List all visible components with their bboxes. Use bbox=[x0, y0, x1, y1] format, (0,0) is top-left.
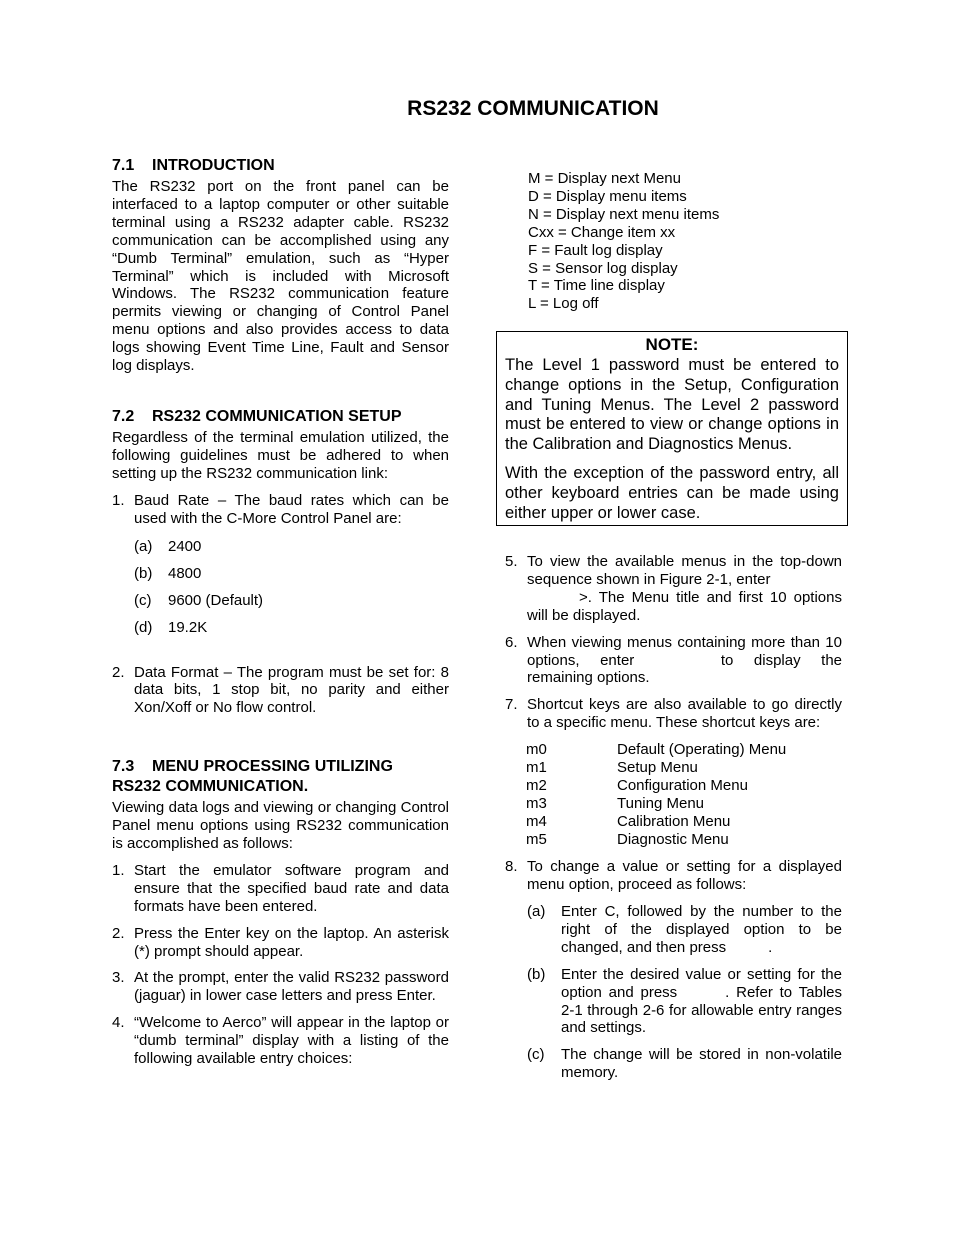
list-item: N = Display next menu items bbox=[528, 205, 720, 223]
note-box bbox=[496, 331, 848, 526]
section-7-3-heading: 7.3 MENU PROCESSING UTILIZING RS232 COMMUNICATION. bbox=[112, 758, 393, 796]
list-item: 1. Start the emulator software program and ensure that the specified baud rate and data formats have been entered. bbox=[112, 861, 449, 915]
list-item: (c) 9600 (Default) bbox=[134, 591, 264, 609]
list-item: (a) 2400 bbox=[134, 537, 202, 555]
note-paragraph: The Level 1 password must be entered to change options in the Setup, Configuration and Tuning Menus. The Level 2 password must be entered to view or change options in the Calibration and Diagnostics Menus. bbox=[505, 356, 839, 454]
list-item: T = Time line display bbox=[528, 277, 665, 295]
list-item: (b) 4800 bbox=[134, 564, 202, 582]
list-item: S = Sensor log display bbox=[528, 259, 678, 277]
list-item: (a) Enter C, followed by the number to the right of the displayed option to be changed, and then press . bbox=[527, 902, 842, 956]
table-row: m1 Setup Menu bbox=[526, 759, 698, 777]
list-item: 6. When viewing menus containing more than 10 options, enter to display the remaining options. bbox=[505, 633, 842, 687]
list-item: 3. At the prompt, enter the valid RS232 password (jaguar) in lower case letters and press Enter. bbox=[112, 969, 449, 1005]
page-title: RS232 COMMUNICATION bbox=[407, 97, 659, 120]
list-item: F = Fault log display bbox=[528, 241, 663, 259]
list-item: (c) The change will be stored in non-volatile memory. bbox=[527, 1046, 842, 1082]
section-7-1-heading: 7.1 INTRODUCTION bbox=[112, 157, 275, 174]
list-item: 7. Shortcut keys are also available to go directly to a specific menu. These shortcut keys are: bbox=[505, 696, 842, 732]
setup-list bbox=[112, 492, 449, 528]
list-item: 2. Press the Enter key on the laptop. An asterisk (*) prompt should appear. bbox=[112, 924, 449, 960]
list-item: 4. “Welcome to Aerco” will appear in the laptop or “dumb terminal” display with a listing of the following available entry choices: bbox=[112, 1014, 449, 1068]
list-item: M = Display next Menu bbox=[528, 170, 681, 187]
table-row: m5 Diagnostic Menu bbox=[526, 831, 729, 849]
left-column bbox=[112, 156, 449, 1068]
list-item: (b) Enter the desired value or setting for the option and press . Refer to Tables 2-1 through 2-6 for allowable entry ranges and settings. bbox=[527, 965, 842, 1037]
procedure-steps bbox=[112, 862, 449, 1068]
list-item: 5. To view the available menus in the top-down sequence shown in Figure 2-1, enter >. The Menu title and first 10 options will be displayed. bbox=[505, 553, 842, 624]
change-substeps bbox=[505, 903, 842, 1082]
procedure-steps-continued bbox=[505, 553, 842, 732]
entry-choices bbox=[505, 170, 842, 313]
list-item: (d) 19.2K bbox=[134, 618, 208, 636]
list-item: 2. Data Format – The program must be set for: 8 data bits, 1 stop bit, no parity and either Xon/Xoff or No flow control. bbox=[112, 663, 449, 717]
shortcut-keys-table bbox=[505, 741, 842, 849]
list-item: 8. To change a value or setting for a displayed menu option, proceed as follows: bbox=[505, 858, 842, 894]
setup-paragraph: Regardless of the terminal emulation utilized, the following guidelines must be adhered to when setting up the RS232 communication link: bbox=[112, 428, 449, 482]
list-item: Cxx = Change item xx bbox=[528, 223, 676, 241]
section-7-2-heading: 7.2 RS232 COMMUNICATION SETUP bbox=[112, 407, 402, 425]
intro-paragraph: The RS232 port on the front panel can be interfaced to a laptop computer or other suitable terminal using a RS232 adapter cable. RS232 communication can be accomplished using any “Dumb Terminal” emulation, such as “Hyper Terminal” which is included with Microsoft Windows. The RS232 communication feature permits viewing or changing of Control Panel menu options and also provides access to data logs showing Event Time Line, Fault and Sensor log displays. bbox=[112, 178, 449, 375]
procedure-step-8 bbox=[505, 858, 842, 894]
note-paragraph: With the exception of the password entry, all other keyboard entries can be made using either upper or lower case. bbox=[505, 463, 839, 522]
table-row: m2 Configuration Menu bbox=[526, 777, 748, 795]
right-steps bbox=[505, 553, 842, 1082]
table-row: m0 Default (Operating) Menu bbox=[526, 741, 787, 759]
table-row: m3 Tuning Menu bbox=[526, 795, 704, 813]
menu-processing-paragraph: Viewing data logs and viewing or changing Control Panel menu options using RS232 communication is accomplished as follows: bbox=[112, 799, 449, 853]
setup-list-continued bbox=[112, 664, 449, 718]
list-item: D = Display menu items bbox=[528, 187, 687, 205]
list-item: L = Log off bbox=[528, 295, 599, 313]
list-item: 1. Baud Rate – The baud rates which can be used with the C-More Control Panel are: bbox=[112, 491, 449, 527]
baud-rate-list bbox=[112, 538, 449, 646]
table-row: m4 Calibration Menu bbox=[526, 813, 731, 831]
note-title: NOTE: bbox=[645, 335, 699, 354]
